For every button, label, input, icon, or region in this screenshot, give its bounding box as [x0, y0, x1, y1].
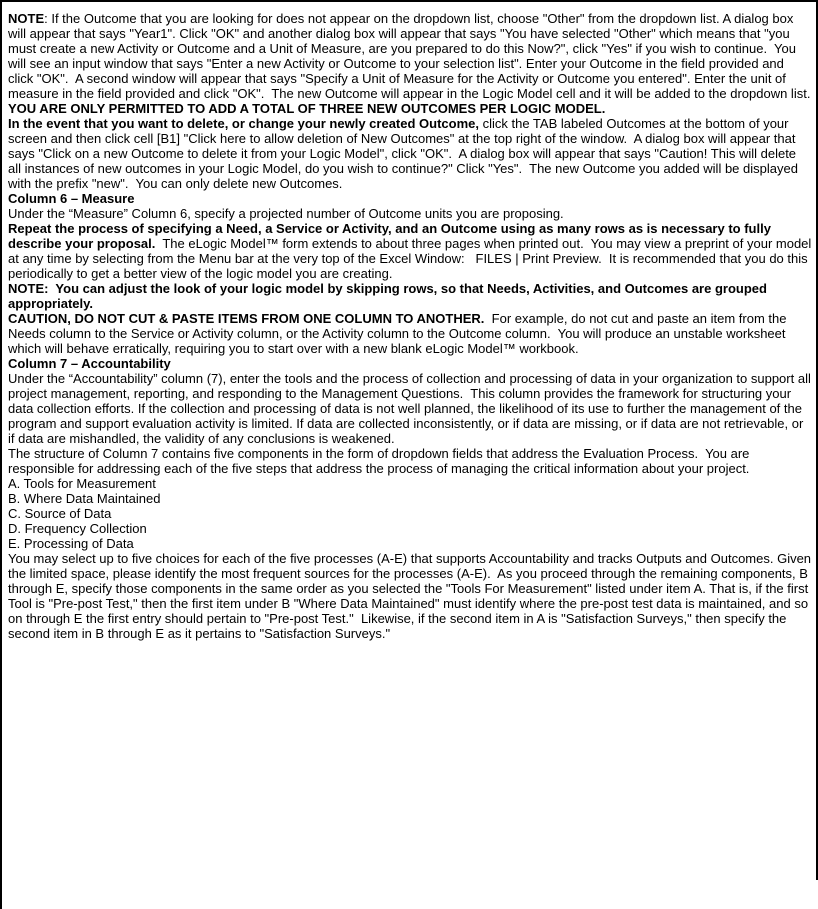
note-skip-rows-paragraph: [8, 281, 812, 311]
note-label: NOTE: [8, 11, 45, 26]
note-add-outcome-text: : If the Outcome that you are looking for does not appear on the dropdown list, choose "Other" from the dropdown list. A dialog box will appear that says "Year1". Click "OK" and another dialog box will appear that says "You have selected "Other" which means that "you must create a new Activity or Outcome and a Unit of Measure, are you prepared to do this Now?", click "Yes" if you wish to continue. You will see an input window that says "Enter a new Activity or Outcome to your selection list". Enter your Outcome in the field provided and click "OK". A second window will appear that says "Specify a Unit of Measure for the Activity or Outcome you entered". Enter the unit of measure in the field provided and click "OK". The new Outcome will appear in the Logic Model cell and it will be added to the dropdown list.: [8, 11, 818, 101]
list-item-frequency-collection: D. Frequency Collection: [8, 521, 147, 536]
delete-outcome-lead: In the event that you want to delete, or change your newly created Outcome,: [8, 116, 479, 131]
column6-paragraph: [8, 206, 812, 221]
note-skip-rows-text: NOTE: You can adjust the look of your logic model by skipping rows, so that Needs, Activities, and Outcomes are grouped appropriately.: [8, 281, 771, 311]
outcome-limit-warning: YOU ARE ONLY PERMITTED TO ADD A TOTAL OF THREE NEW OUTCOMES PER LOGIC MODEL.: [8, 101, 606, 116]
column7-text: Under the “Accountability” column (7), enter the tools and the process of collection and processing of data in your organization to support all project management, reporting, and responding to the Management Questions. This column provides the framework for structuring your data collection efforts. If the collection and processing of data is not well planned, the likelihood of its use to further the management of the program and support evaluation activity is limited. If data are collected inconsistently, or if data are missing, or if data are not retrievable, or if data are mishandled, the validity of any conclusions is weakened.: [8, 371, 815, 446]
column7-heading-text: Column 7 – Accountability: [8, 356, 171, 371]
repeat-process-paragraph: [8, 221, 815, 281]
list-item-source-of-data: C. Source of Data: [8, 506, 112, 521]
list-item-where-data-maintained: B. Where Data Maintained: [8, 491, 161, 506]
delete-outcome-paragraph: [8, 116, 812, 191]
repeat-process-lead: Repeat the process of specifying a Need, a Service or Activity, and an Outcome using as many rows as is necessary to fully describe your proposal.: [8, 221, 775, 251]
list-item-processing-of-data: E. Processing of Data: [8, 536, 134, 551]
column7-structure-text: The structure of Column 7 contains five components in the form of dropdown fields that address the Evaluation Process. You are responsible for addressing each of the five steps that address the process of managing the critical information about your project.: [8, 446, 754, 476]
list-item-tools-for-measurement: A. Tools for Measurement: [8, 476, 156, 491]
column7-structure-paragraph: [8, 446, 812, 476]
document-content: [2, 2, 816, 641]
selection-instructions-paragraph: [8, 551, 815, 641]
repeat-process-text: The eLogic Model™ form extends to about three pages when printed out. You may view a preprint of your model at any time by selecting from the Menu bar at the very top of the Excel Window: FILES | Print Preview. It is recommended that you do this periodically to get a better view of the logic model you are creating.: [8, 236, 815, 281]
caution-lead: CAUTION, DO NOT CUT & PASTE ITEMS FROM ONE COLUMN TO ANOTHER.: [8, 311, 485, 326]
caution-text: For example, do not cut and paste an item from the Needs column to the Service or Activity column, or the Activity column to the Outcome column. You will produce an unstable worksheet which will behave erratically, requiring you to start over with a new blank eLogic Model™ workbook.: [8, 311, 791, 356]
column7-paragraph: [8, 371, 815, 446]
column6-text: Under the “Measure” Column 6, specify a projected number of Outcome units you are proposing.: [8, 206, 564, 221]
evaluation-components-list: [8, 476, 812, 551]
selection-instructions-text: You may select up to five choices for each of the five processes (A-E) that supports Accountability and tracks Outputs and Outcomes. Given the limited space, please identify the most frequent sources for the processes (A-E). As you proceed through the remaining components, B through E, specify those components in the same order as you selected the "Tools For Measurement" listed under item A. That is, if the first Tool is "Pre-post Test," then the first item under B "Where Data Maintained" must identify where the pre-post test data is maintained, and so on through E the first entry should pertain to "Pre-post Test." Likewise, if the second item in A is "Satisfaction Surveys," then specify the second item in B through E as it pertains to "Satisfaction Surveys.": [8, 551, 815, 641]
caution-paragraph: [8, 311, 812, 356]
note-add-outcome-paragraph: [8, 11, 818, 116]
column6-heading: [8, 191, 812, 206]
column6-heading-text: Column 6 – Measure: [8, 191, 135, 206]
column7-heading: [8, 356, 812, 371]
delete-outcome-text: click the TAB labeled Outcomes at the bottom of your screen and then click cell [B1] "Click here to allow deletion of New Outcomes" at the top right of the window. A dialog box will appear that says "Click on a new Outcome to delete it from your Logic Model", click "OK". A dialog box will appear that says "Caution! This will delete all instances of new outcomes in your Logic Model, do you wish to continue?" Click "Yes". The new Outcome you added will be displayed with the prefix "new". You can only delete new Outcomes.: [8, 116, 802, 191]
